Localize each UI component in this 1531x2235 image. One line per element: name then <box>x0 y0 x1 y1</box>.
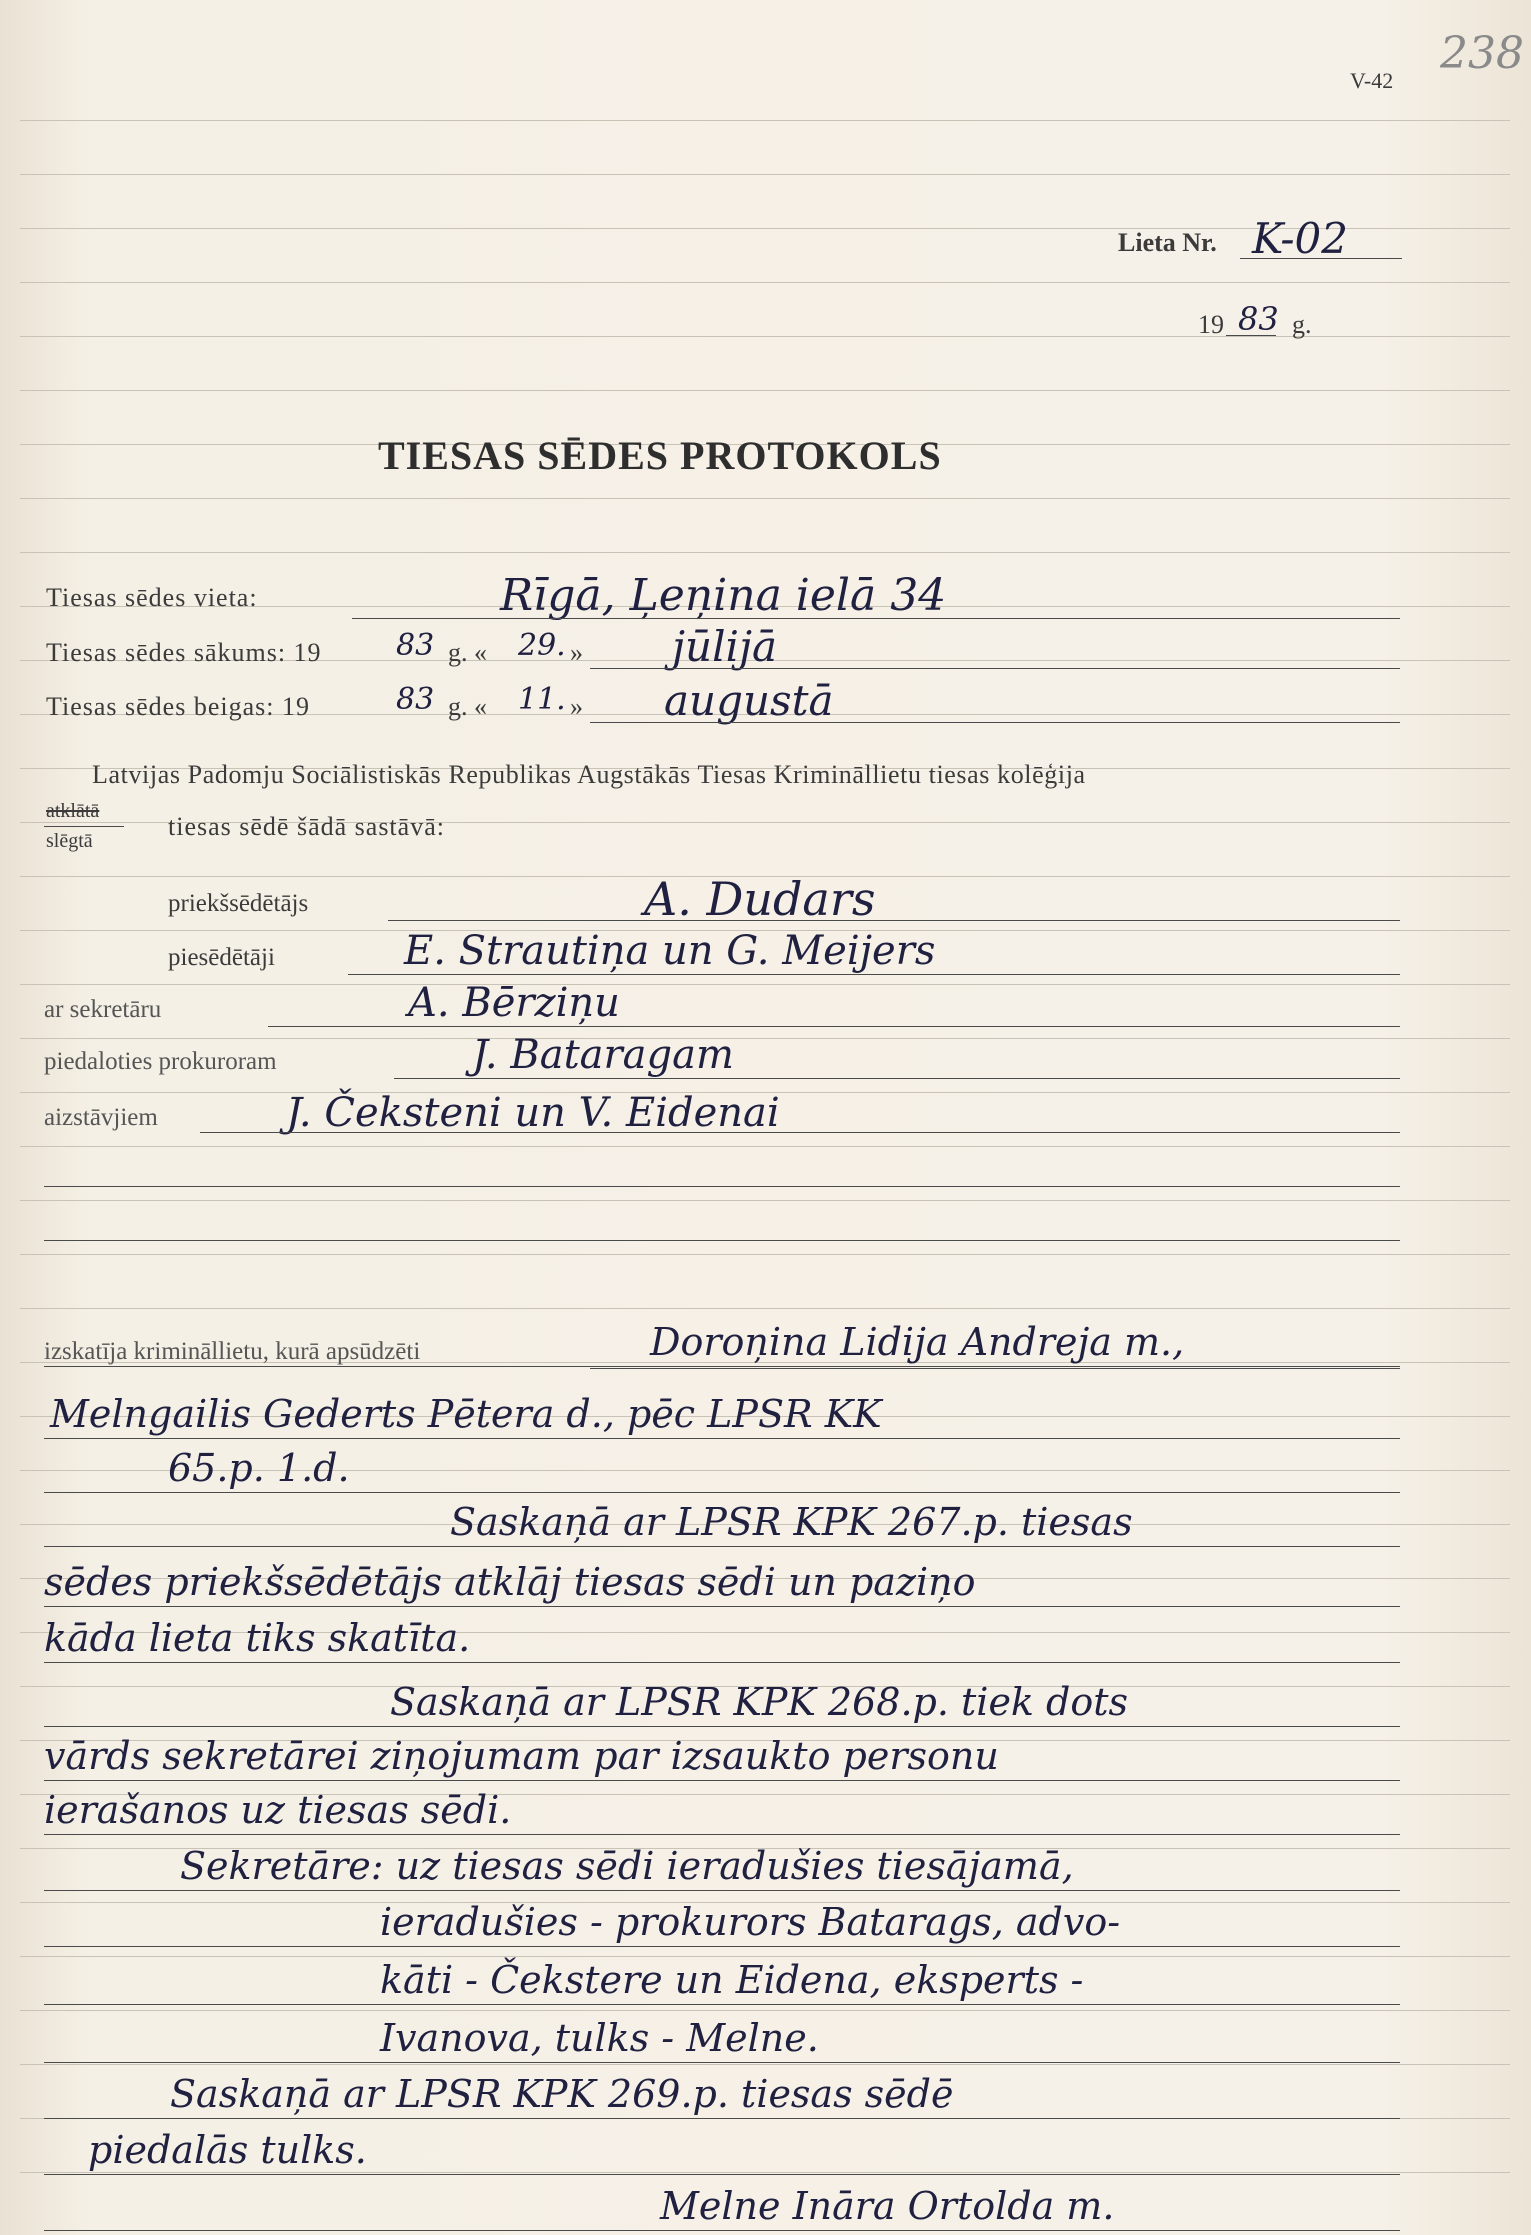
prosecutor-line <box>394 1078 1400 1079</box>
faint-rule <box>20 2010 1510 2011</box>
end-g: g. « <box>448 692 487 721</box>
case-year: 83 <box>1238 300 1279 338</box>
faint-rule <box>20 1038 1510 1039</box>
handwritten-line: Melngailis Gederts Pētera d., pēc LPSR KK <box>50 1392 882 1436</box>
handwritten-line: ieradušies - prokurors Batarags, advo- <box>380 1900 1121 1944</box>
handwritten-line: kāti - Čekstere un Eidena, eksperts - <box>380 1958 1084 2002</box>
defenders-label: aizstāvjiem <box>44 1104 158 1131</box>
prosecutor-value: J. Bataragam <box>472 1032 734 1078</box>
page-number: 238 <box>1440 28 1524 79</box>
faint-rule <box>20 552 1510 553</box>
chair-value: A. Dudars <box>644 872 876 926</box>
handwritten-line: Ivanova, tulks - Melne. <box>380 2016 819 2060</box>
place-label: Tiesas sēdes vieta: <box>46 583 258 612</box>
handwritten-line: Doroņina Lidija Andreja m., <box>650 1320 1185 1364</box>
defenders-line <box>200 1132 1400 1133</box>
handwritten-line: Saskaņā ar LPSR KPK 269.p. tiesas sēdē <box>170 2072 954 2116</box>
end-close: » <box>570 692 583 721</box>
faint-rule <box>20 120 1510 121</box>
year-suffix: g. <box>1292 310 1312 339</box>
assessors-label: piesēdētāji <box>168 944 275 971</box>
session-text: tiesas sēdē šādā sastāvā: <box>168 812 445 841</box>
faint-rule <box>20 2172 1510 2173</box>
blank-line-2 <box>44 1240 1400 1241</box>
body-rule <box>44 1662 1400 1663</box>
case-number-line <box>1240 258 1402 259</box>
body-rule <box>44 2174 1400 2175</box>
body-rule <box>44 1946 1400 1947</box>
handwritten-line: ierašanos uz tiesas sēdi. <box>44 1788 512 1832</box>
start-year: 83 <box>396 628 435 663</box>
end-line <box>590 722 1400 723</box>
body-rule <box>44 1780 1400 1781</box>
body-rule <box>44 2230 1400 2231</box>
place-line <box>352 618 1400 619</box>
body-rule <box>44 1492 1400 1493</box>
secretary-value: A. Bērziņu <box>408 980 620 1026</box>
faint-rule <box>20 282 1510 283</box>
faint-rule <box>20 390 1510 391</box>
handwritten-line: Saskaņā ar LPSR KPK 268.p. tiek dots <box>390 1680 1129 1724</box>
faint-rule <box>20 2064 1510 2065</box>
body-rule <box>44 2004 1400 2005</box>
body-rule <box>44 1366 1400 1367</box>
defenders-value: J. Čeksteni un V. Eidenai <box>286 1090 780 1136</box>
body-rule <box>44 1546 1400 1547</box>
start-g: g. « <box>448 638 487 667</box>
secretary-label: ar sekretāru <box>44 996 162 1023</box>
faint-rule <box>20 174 1510 175</box>
handwritten-line: Melne Ināra Ortolda m. <box>660 2184 1115 2228</box>
body-rule <box>44 1438 1400 1439</box>
case-number: K-02 <box>1252 214 1348 263</box>
handwritten-line: piedalās tulks. <box>88 2128 367 2172</box>
place-value: Rīgā, Ļeņina ielā 34 <box>500 570 947 621</box>
prosecutor-label: piedaloties prokuroram <box>44 1048 277 1075</box>
session-closed: slēgtā <box>46 830 93 852</box>
start-day: 29. <box>518 628 566 663</box>
court-line: Latvijas Padomju Sociālistiskās Republikas Augstākās Tiesas Krimināllietu tiesas kolēģija <box>92 760 1086 789</box>
start-month: jūlijā <box>672 622 777 671</box>
blank-line-1 <box>44 1186 1400 1187</box>
chair-line <box>388 920 1400 921</box>
handwritten-line: sēdes priekšsēdētājs atklāj tiesas sēdi un paziņo <box>44 1560 976 1604</box>
start-close: » <box>570 638 583 667</box>
session-open: atklātā <box>46 800 100 822</box>
handwritten-line: vārds sekretārei ziņojumam par izsaukto personu <box>44 1734 999 1778</box>
handwritten-line: 65.p. 1.d. <box>168 1446 350 1490</box>
faint-rule <box>20 984 1510 985</box>
case-intro-label: izskatīja krimināllietu, kurā apsūdzēti <box>44 1338 421 1365</box>
start-line <box>590 668 1400 669</box>
body-rule <box>44 1890 1400 1891</box>
end-day: 11. <box>518 682 566 717</box>
faint-rule <box>20 498 1510 499</box>
case-intro-line <box>590 1368 1400 1369</box>
assessors-line <box>348 974 1400 975</box>
faint-rule <box>20 1254 1510 1255</box>
end-year: 83 <box>396 682 435 717</box>
body-rule <box>44 1606 1400 1607</box>
start-label: Tiesas sēdes sākums: 19 <box>46 638 322 667</box>
year-line <box>1226 335 1276 336</box>
handwritten-line: Saskaņā ar LPSR KPK 267.p. tiesas <box>450 1500 1133 1544</box>
secretary-line <box>268 1026 1400 1027</box>
faint-rule <box>20 1956 1510 1957</box>
body-rule <box>44 1834 1400 1835</box>
chair-label: priekšsēdētājs <box>168 890 309 917</box>
faint-rule <box>20 336 1510 337</box>
end-label: Tiesas sēdes beigas: 19 <box>46 692 310 721</box>
year-prefix: 19 <box>1198 310 1224 339</box>
body-rule <box>44 2062 1400 2063</box>
session-divider <box>44 826 124 827</box>
page-title: TIESAS SĒDES PROTOKOLS <box>378 433 942 478</box>
faint-rule <box>20 1200 1510 1201</box>
assessors-value: E. Strautiņa un G. Meijers <box>404 928 936 974</box>
form-code: V-42 <box>1350 68 1394 93</box>
body-rule <box>44 2118 1400 2119</box>
handwritten-line: Sekretāre: uz tiesas sēdi ieradušies tiesājamā, <box>180 1844 1074 1888</box>
case-label: Lieta Nr. <box>1118 228 1217 257</box>
body-rule <box>44 1726 1400 1727</box>
end-month: augustā <box>664 676 834 725</box>
faint-rule <box>20 1308 1510 1309</box>
faint-rule <box>20 1146 1510 1147</box>
handwritten-line: kāda lieta tiks skatīta. <box>44 1616 471 1660</box>
